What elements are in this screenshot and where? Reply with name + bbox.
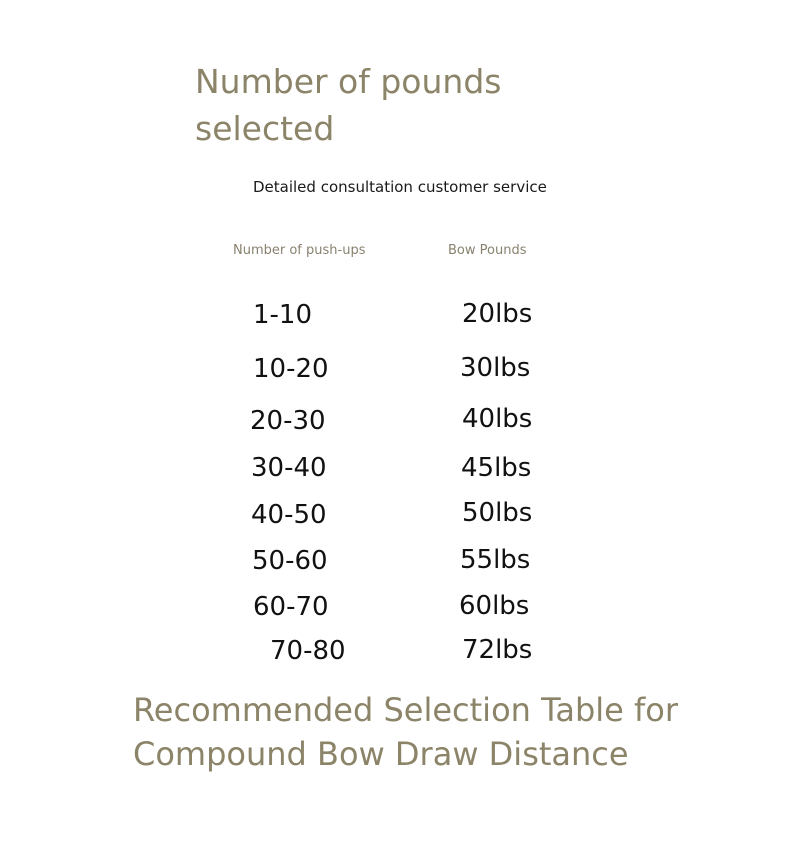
push-ups-cell: 50-60 xyxy=(252,546,328,576)
bow-pounds-cell: 60lbs xyxy=(459,591,530,621)
service-subtitle: Detailed consultation customer service xyxy=(253,178,547,196)
bow-pounds-cell: 30lbs xyxy=(460,353,531,383)
bow-pounds-cell: 45lbs xyxy=(461,453,532,483)
bow-pounds-cell: 40lbs xyxy=(462,404,533,434)
push-ups-cell: 60-70 xyxy=(253,592,329,622)
column-header-bow-pounds: Bow Pounds xyxy=(448,243,527,258)
bow-pounds-cell: 50lbs xyxy=(462,498,533,528)
column-header-push-ups: Number of push-ups xyxy=(233,243,366,258)
bow-pounds-cell: 20lbs xyxy=(462,299,533,329)
bow-pounds-cell: 55lbs xyxy=(460,545,531,575)
push-ups-cell: 40-50 xyxy=(251,500,327,530)
push-ups-cell: 70-80 xyxy=(270,636,346,666)
table-caption: Recommended Selection Table for Compound Bow Draw Distance xyxy=(133,691,679,773)
push-ups-cell: 30-40 xyxy=(251,453,327,483)
push-ups-cell: 1-10 xyxy=(253,300,313,330)
push-ups-cell: 10-20 xyxy=(253,354,329,384)
bow-pounds-cell: 72lbs xyxy=(462,635,533,665)
page-title: Number of pounds selected xyxy=(195,62,502,148)
push-ups-cell: 20-30 xyxy=(250,406,326,436)
